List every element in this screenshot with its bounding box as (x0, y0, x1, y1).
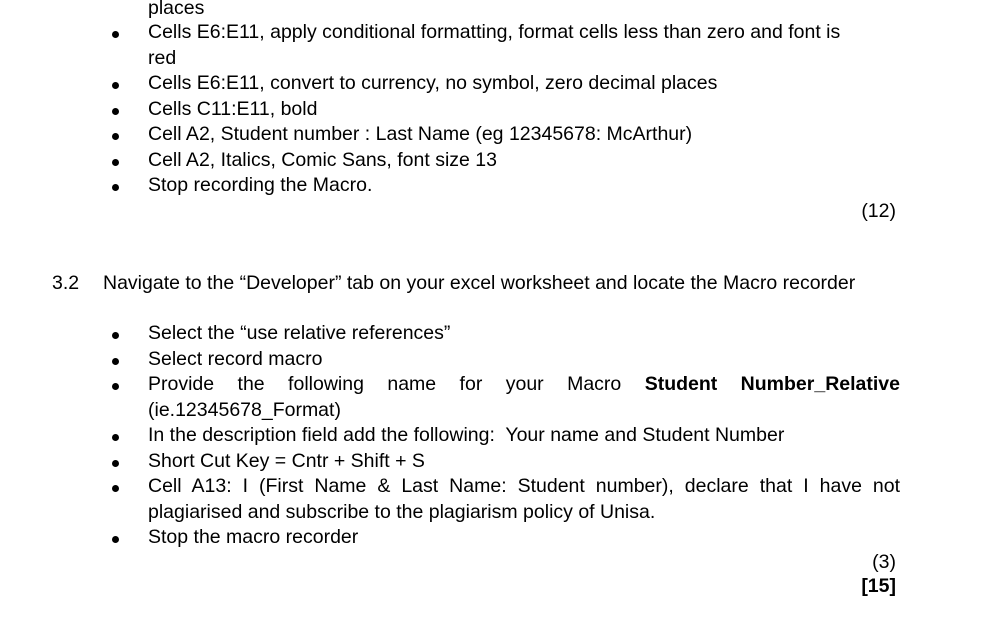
list-item (0, 372, 1005, 423)
list-item (0, 423, 1005, 449)
list-item-text (148, 372, 900, 398)
bullet-icon (112, 31, 119, 38)
list-item-text: (ie.12345678_Format) (148, 398, 341, 421)
section1-marks: (12) (861, 200, 896, 222)
list-item (0, 97, 1005, 123)
bullet-icon (112, 133, 119, 140)
list-item (0, 321, 1005, 347)
list-item (0, 474, 1005, 525)
list-item (0, 173, 1005, 199)
list-item-text: Stop the macro recorder (148, 526, 359, 548)
list-item-text: Cell A2, Student number : Last Name (eg 12345678: McArthur) (148, 123, 693, 145)
list-item (0, 525, 1005, 551)
total-marks: [15] (861, 575, 896, 597)
list-item-text: Select the “use relative references” (148, 322, 451, 344)
list-item-text: Cells E6:E11, apply conditional formatting, format cells less than zero and font is (148, 21, 841, 43)
question-heading: Navigate to the “Developer” tab on your excel worksheet and locate the Macro recorder (103, 272, 856, 294)
list-item-text: plagiarised and subscribe to the plagiarism policy of Unisa. (148, 500, 656, 523)
list-item (0, 449, 1005, 475)
bullet-icon (112, 383, 119, 390)
list-item-text: Cell A13: I (First Name & Last Name: Student number), declare that I have not (148, 475, 900, 497)
bullet-icon (112, 434, 119, 441)
bullet-icon (112, 485, 119, 492)
list-item (0, 20, 1005, 71)
list-item-text: Cells E6:E11, convert to currency, no symbol, zero decimal places (148, 72, 718, 94)
section2-marks: (3) (872, 551, 896, 573)
carry-over-text: places (148, 0, 205, 19)
list-item-text: Cells C11:E11, bold (148, 97, 318, 120)
list-item-text: red (148, 46, 177, 69)
bullet-icon (112, 332, 119, 339)
bullet-icon (112, 536, 119, 543)
list-item-text: Cell A2, Italics, Comic Sans, font size 13 (148, 148, 497, 171)
list-item-text-regular: Provide the following name for your Macro (148, 373, 622, 395)
list-item-text: Select record macro (148, 347, 323, 370)
list-item (0, 122, 1005, 148)
list-item-text: In the description field add the following: Your name and Student Number (148, 424, 785, 446)
question-number: 3.2 (52, 272, 80, 294)
macro-name-bold: Student Number_Relative (644, 373, 900, 395)
list-item (0, 347, 1005, 373)
list-item-text: Short Cut Key = Cntr + Shift + S (148, 449, 425, 472)
section1-bullet-list (0, 20, 1005, 199)
bullet-icon (112, 108, 119, 115)
section2-bullet-list (0, 321, 1005, 551)
list-item (0, 71, 1005, 97)
bullet-icon (112, 460, 119, 467)
bullet-icon (112, 159, 119, 166)
bullet-icon (112, 82, 119, 89)
list-item (0, 148, 1005, 174)
bullet-icon (112, 358, 119, 365)
list-item-text: Stop recording the Macro. (148, 174, 373, 196)
bullet-icon (112, 184, 119, 191)
